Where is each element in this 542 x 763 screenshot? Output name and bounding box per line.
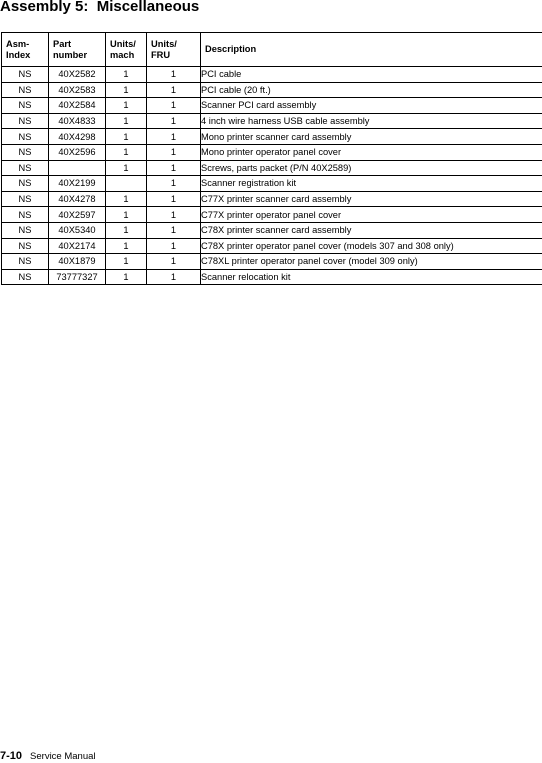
- units-mach-cell: 1: [106, 113, 147, 129]
- part-number-cell: 40X5340: [49, 222, 106, 238]
- units-mach-cell: 1: [106, 67, 147, 83]
- table-row: [2, 129, 542, 145]
- units-mach-cell: 1: [106, 222, 147, 238]
- header-description: Description: [201, 33, 542, 67]
- units-mach-cell: 1: [106, 129, 147, 145]
- part-number-cell: 40X2582: [49, 67, 106, 83]
- asm-index-cell: NS: [2, 82, 49, 98]
- description-cell: Screws, parts packet (P/N 40X2589): [201, 160, 542, 176]
- table-row: [2, 144, 542, 160]
- part-number-cell: 40X2597: [49, 207, 106, 223]
- units-fru-cell: 1: [147, 176, 201, 192]
- table-row: [2, 238, 542, 254]
- description-cell: Scanner PCI card assembly: [201, 98, 542, 114]
- units-mach-cell: 1: [106, 98, 147, 114]
- description-cell: C78XL printer operator panel cover (model 309 only): [201, 254, 542, 270]
- table-row: [2, 82, 542, 98]
- table-row: [2, 222, 542, 238]
- table-row: [2, 160, 542, 176]
- units-mach-cell: 1: [106, 207, 147, 223]
- header-units-fru: Units/ FRU: [147, 33, 201, 67]
- asm-index-cell: NS: [2, 129, 49, 145]
- table-header-row: [2, 33, 542, 67]
- header-part-number: Part number: [49, 33, 106, 67]
- asm-index-cell: NS: [2, 222, 49, 238]
- table-row: [2, 98, 542, 114]
- description-cell: Scanner registration kit: [201, 176, 542, 192]
- asm-index-cell: NS: [2, 238, 49, 254]
- part-number-cell: [49, 160, 106, 176]
- asm-index-cell: NS: [2, 144, 49, 160]
- asm-index-cell: NS: [2, 254, 49, 270]
- part-number-cell: 73777327: [49, 269, 106, 285]
- units-mach-cell: 1: [106, 269, 147, 285]
- part-number-cell: 40X2174: [49, 238, 106, 254]
- part-number-cell: 40X2596: [49, 144, 106, 160]
- asm-index-cell: NS: [2, 269, 49, 285]
- units-mach-cell: 1: [106, 238, 147, 254]
- manual-name: Service Manual: [30, 751, 95, 762]
- part-number-cell: 40X2584: [49, 98, 106, 114]
- units-mach-cell: 1: [106, 144, 147, 160]
- units-fru-cell: 1: [147, 269, 201, 285]
- units-fru-cell: 1: [147, 254, 201, 270]
- units-fru-cell: 1: [147, 113, 201, 129]
- units-fru-cell: 1: [147, 82, 201, 98]
- units-fru-cell: 1: [147, 238, 201, 254]
- table-row: [2, 254, 542, 270]
- page-footer: [0, 750, 96, 763]
- asm-index-cell: NS: [2, 98, 49, 114]
- description-cell: C77X printer operator panel cover: [201, 207, 542, 223]
- description-cell: Mono printer scanner card assembly: [201, 129, 542, 145]
- units-mach-cell: 1: [106, 191, 147, 207]
- header-asm-index: Asm- Index: [2, 33, 49, 67]
- units-fru-cell: 1: [147, 207, 201, 223]
- table-row: [2, 269, 542, 285]
- part-number-cell: 40X4833: [49, 113, 106, 129]
- description-cell: PCI cable (20 ft.): [201, 82, 542, 98]
- description-cell: C77X printer scanner card assembly: [201, 191, 542, 207]
- table-row: [2, 176, 542, 192]
- part-number-cell: 40X1879: [49, 254, 106, 270]
- units-mach-cell: 1: [106, 82, 147, 98]
- table-row: [2, 67, 542, 83]
- units-fru-cell: 1: [147, 129, 201, 145]
- units-fru-cell: 1: [147, 222, 201, 238]
- units-fru-cell: 1: [147, 144, 201, 160]
- table-row: [2, 191, 542, 207]
- part-number-cell: 40X4278: [49, 191, 106, 207]
- units-mach-cell: 1: [106, 160, 147, 176]
- parts-table: [1, 32, 542, 285]
- description-cell: Scanner relocation kit: [201, 269, 542, 285]
- part-number-cell: 40X2199: [49, 176, 106, 192]
- page-title: Assembly 5: Miscellaneous: [0, 0, 199, 16]
- description-cell: 4 inch wire harness USB cable assembly: [201, 113, 542, 129]
- table-row: [2, 113, 542, 129]
- units-fru-cell: 1: [147, 191, 201, 207]
- asm-index-cell: NS: [2, 176, 49, 192]
- description-cell: Mono printer operator panel cover: [201, 144, 542, 160]
- asm-index-cell: NS: [2, 160, 49, 176]
- description-cell: PCI cable: [201, 67, 542, 83]
- asm-index-cell: NS: [2, 67, 49, 83]
- part-number-cell: 40X2583: [49, 82, 106, 98]
- asm-index-cell: NS: [2, 113, 49, 129]
- units-fru-cell: 1: [147, 160, 201, 176]
- units-fru-cell: 1: [147, 67, 201, 83]
- units-fru-cell: 1: [147, 98, 201, 114]
- asm-index-cell: NS: [2, 191, 49, 207]
- asm-index-cell: NS: [2, 207, 49, 223]
- table-row: [2, 207, 542, 223]
- header-units-mach: Units/ mach: [106, 33, 147, 67]
- part-number-cell: 40X4298: [49, 129, 106, 145]
- description-cell: C78X printer scanner card assembly: [201, 222, 542, 238]
- units-mach-cell: [106, 176, 147, 192]
- description-cell: C78X printer operator panel cover (models 307 and 308 only): [201, 238, 542, 254]
- page-number: 7-10: [0, 750, 22, 762]
- units-mach-cell: 1: [106, 254, 147, 270]
